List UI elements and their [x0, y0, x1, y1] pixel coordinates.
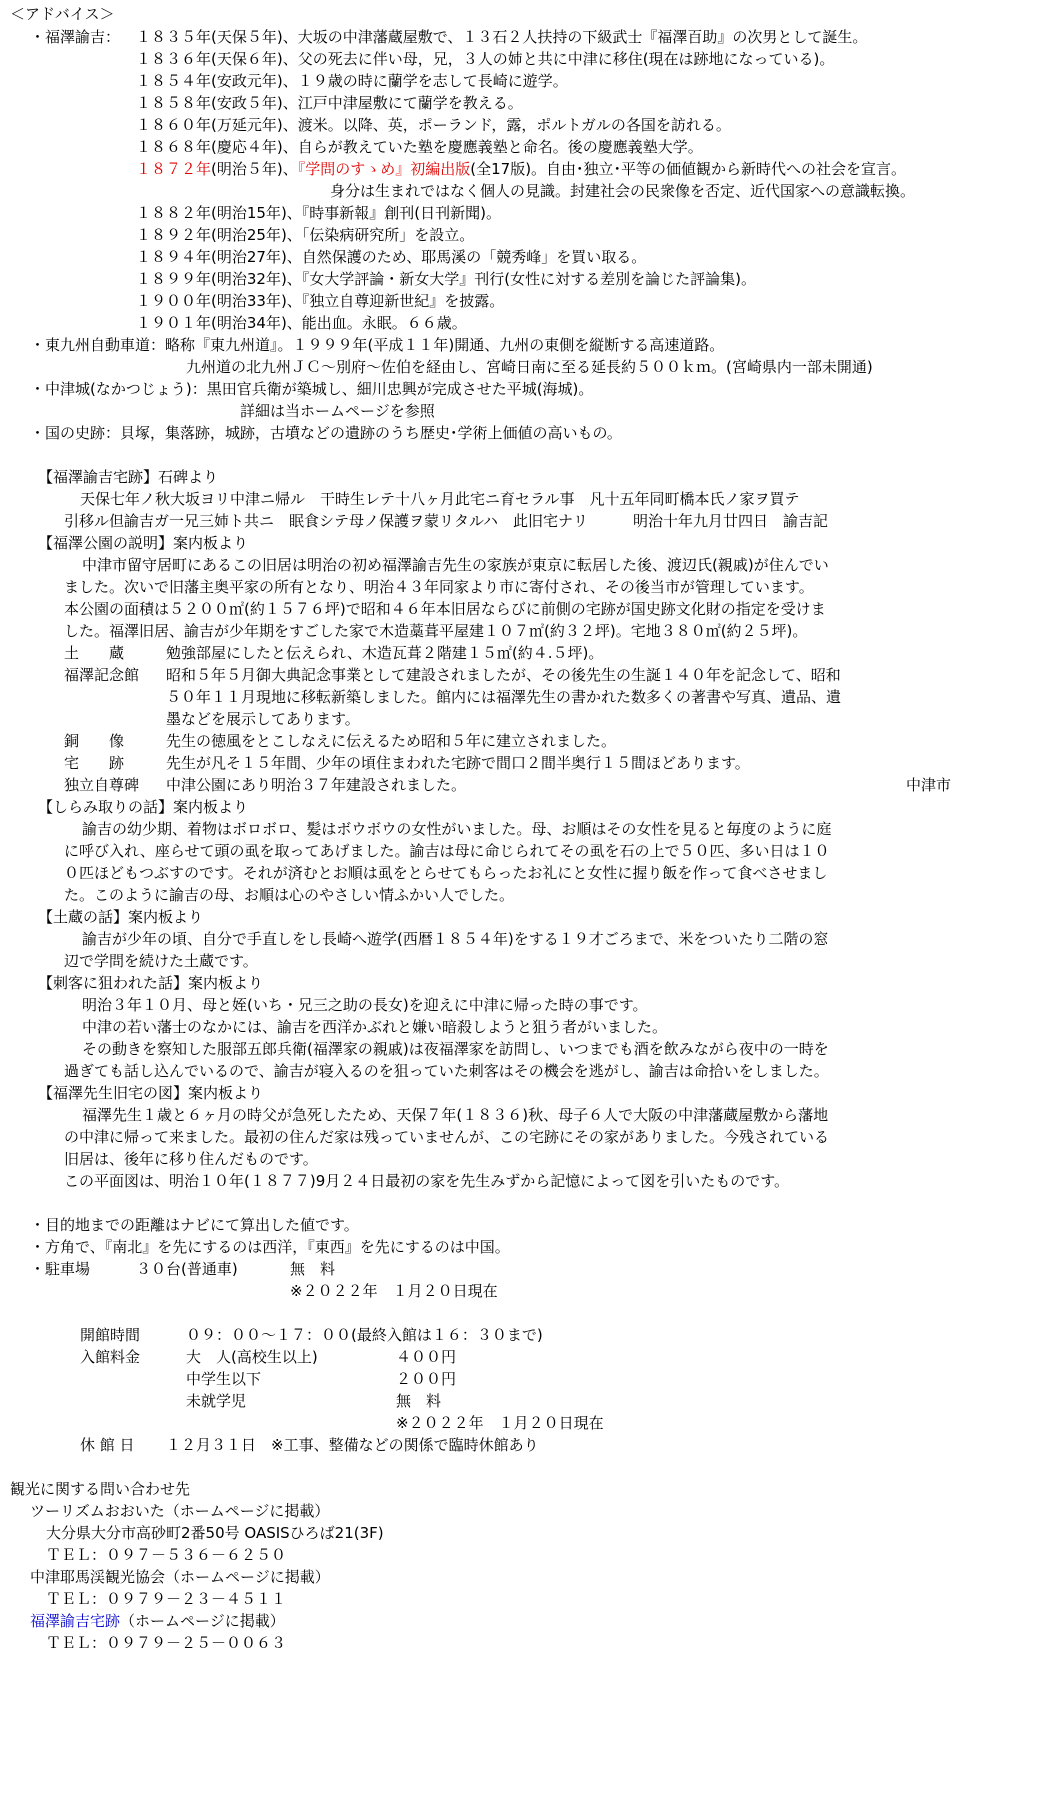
- timeline-1854: １８５４年(安政元年)、１９歳の時に蘭学を志して長崎に遊学。: [136, 72, 568, 90]
- closed-label: 休 館 日: [80, 1436, 135, 1454]
- timeline-1872-continuation: 身分は生まれではなく個人の見識。封建社会の民衆像を否定、近代国家への意識転換。: [330, 182, 916, 200]
- fee-label: 入館料金: [80, 1348, 141, 1366]
- assassin-line-1: 明治３年１０月、母と姪(いち・兄三之助の長女)を迎えに中津に帰った時の事です。: [82, 996, 648, 1014]
- timeline-1872: [136, 158, 906, 180]
- park-item-text-memorial-hall-3: 墨などを展示してあります。: [166, 710, 360, 728]
- timeline-1882: １８８２年(明治15年)、『時事新報』創刊(日刊新聞)。: [136, 204, 501, 222]
- timeline-1835: １８３５年(天保５年)、大坂の中津藩蔵屋敷で、１３石２人扶持の下級武士『福澤百助』の次男として誕生。: [136, 28, 868, 46]
- note-direction: ・方角で、『南北』を先にするのは西洋，『東西』を先にするのは中国。: [30, 1238, 510, 1256]
- timeline-1901: １９０１年(明治34年)、能出血。永眠。６６歳。: [136, 314, 467, 332]
- oldhouse-line-4: この平面図は、明治１０年(１８７７)9月２４日最初の家を先生みずから記憶によって図を引いたものです。: [64, 1172, 790, 1190]
- gakumon-rest: (全17版)。自由･独立･平等の価値観から新時代への社会を宣言。: [470, 160, 907, 178]
- timeline-1899: １８９９年(明治32年)、『女大学評論・新女大学』刊行(女性に対する差別を論じた評論集)。: [136, 270, 756, 288]
- open-hours-value: ０９：００～１７：００(最終入館は１６：３０まで): [186, 1326, 543, 1344]
- lice-line-3: ０匹ほどもつぶすのです。それが済むとお順は虱をとらせてもらったお礼にと女性に握り飯を作って食べさせまし: [64, 864, 828, 882]
- assassin-line-3: その動きを察知した服部五郎兵衛(福澤家の親戚)は夜福澤家を訪問し、いつまでも酒を飲みながら夜中の一時を: [82, 1040, 829, 1058]
- timeline-1900: １９００年(明治33年)、『独立自尊迎新世紀』を披露。: [136, 292, 505, 310]
- timeline-1860: １８６０年(万延元年)、渡米。以降、英，ポーランド，露，ポルトガルの各国を訪れる。: [136, 116, 731, 134]
- parking-date: ※２０２２年 １月２０日現在: [290, 1282, 498, 1300]
- lice-line-2: に呼び入れ、座らせて頭の虱を取ってあげました。諭吉は母に命じられてその虱を石の上で５０匹、多い日は１０: [64, 842, 830, 860]
- timeline-1836: １８３６年(天保６年)、父の死去に伴い母，兄，３人の姉と共に中津に移住(現在は跡地になっている)。: [136, 50, 835, 68]
- stone-line-1: 天保七年ノ秋大坂ヨリ中津ニ帰ル 干時生レテ十八ヶ月此宅ニ育セラル事 凡十五年同町橋本氏ノ家ヲ買テ: [80, 490, 800, 508]
- fee-junior-name: 中学生以下: [186, 1370, 262, 1388]
- tourism-oita-tel: ＴＥＬ：０９７－５３６－６２５０: [46, 1546, 287, 1564]
- fee-preschool-price: 無 料: [396, 1392, 442, 1410]
- oldhouse-line-2: の中津に帰って来ました。最初の住んだ家は残っていませんが、この宅跡にその家がありました。今残されている: [64, 1128, 830, 1146]
- park-item-text-memorial-hall-1: 昭和５年５月御大典記念事業として建設されましたが、その後先生の生誕１４０年を記念して、昭和: [166, 666, 841, 684]
- tourism-oita-name: ツーリズムおおいた（ホームページに掲載）: [30, 1502, 330, 1520]
- fukuzawa-site-tel: ＴＥＬ：０９７９－２５－００６３: [46, 1634, 287, 1652]
- park-item-text-monument: 中津公園にあり明治３７年建設されました。: [166, 776, 467, 794]
- lice-line-4: た。このように諭吉の母、お順は心のやさしい情ふかい人でした。: [64, 886, 515, 904]
- contacts-heading: 観光に関する問い合わせ先: [10, 1480, 191, 1498]
- era-1872: (明治５年)、: [211, 160, 298, 178]
- year-1872: １８７２年: [136, 160, 212, 178]
- fee-preschool-name: 未就学児: [186, 1392, 247, 1410]
- timeline-1892: １８９２年(明治25年)、「伝染病研究所」を設立。: [136, 226, 475, 244]
- historic-site-note: ・国の史跡：貝塚，集落跡，城跡，古墳などの遺跡のうち歴史･学術上価値の高いもの。: [30, 424, 622, 442]
- park-item-text-house-site: 先生が凡そ１５年間、少年の頃住まわれた宅跡で間口２間半奥行１５間ほどあります。: [166, 754, 750, 772]
- nakatsu-yabakei-name: 中津耶馬渓観光協会（ホームページに掲載）: [30, 1568, 330, 1586]
- assassin-title: 【刺客に狙われた話】案内板より: [38, 974, 264, 992]
- oldhouse-title: 【福澤先生旧宅の図】案内板より: [38, 1084, 264, 1102]
- storehouse-title: 【土蔵の話】案内板より: [38, 908, 204, 926]
- fukuzawa-label: ・福澤諭吉：: [30, 28, 121, 46]
- storehouse-line-1: 諭吉が少年の頃、自分で手直しをし長崎へ遊学(西暦１８５４年)をする１９才ごろまで、米をついたり二階の窓: [82, 930, 829, 948]
- fee-adult-name: 大 人(高校生以上): [186, 1348, 318, 1366]
- assassin-line-2: 中津の若い藩士のなかには、諭吉を西洋かぶれと嫌い暗殺しようと狙う者がいました。: [82, 1018, 668, 1036]
- open-hours-label: 開館時間: [80, 1326, 141, 1344]
- park-item-label-house-site: 宅 跡: [64, 754, 125, 772]
- park-line-3: 本公園の面積は５２００㎡(約１５７６坪)で昭和４６年本旧居ならびに前側の宅跡が国史跡文化財の指定を受けま: [64, 600, 826, 618]
- note-distance: ・目的地までの距離はナビにて算出した値です。: [30, 1216, 359, 1234]
- fee-date: ※２０２２年 １月２０日現在: [396, 1414, 604, 1432]
- tourism-oita-address: 大分県大分市高砂町2番50号 OASISひろば21(3F): [46, 1524, 384, 1542]
- oldhouse-line-3: 旧居は、後年に移り住んだものです。: [64, 1150, 318, 1168]
- park-item-text-statue: 先生の徳風をとこしなえに伝えるため昭和５年に建立されました。: [166, 732, 617, 750]
- park-item-label-monument: 独立自尊碑: [64, 776, 140, 794]
- oldhouse-line-1: 福澤先生１歳と６ヶ月の時父が急死したため、天保７年(１８３６)秋、母子６人で大阪の中津藩蔵屋敷から藩地: [82, 1106, 829, 1124]
- park-item-label-storehouse: 土 蔵: [64, 644, 125, 662]
- parking-label: ・駐車場: [30, 1260, 91, 1278]
- closed-value: １２月３１日 ※工事、整備などの関係で臨時休館あり: [166, 1436, 539, 1454]
- park-signature: 中津市: [906, 776, 952, 794]
- nakatsu-yabakei-tel: ＴＥＬ：０９７９－２３－４５１１: [46, 1590, 287, 1608]
- advice-heading: ＜アドバイス＞: [10, 5, 115, 23]
- stone-line-2: 引移ル但諭吉ガ一兄三姉ト共ニ 眠食シテ母ノ保護ヲ蒙リタルハ 此旧宅ナリ 明治十年九月廿四日 諭吉記: [64, 512, 828, 530]
- fukuzawa-site-contact: [30, 1610, 285, 1632]
- fee-adult-price: ４００円: [396, 1348, 457, 1366]
- stone-title: 【福澤諭吉宅跡】石碑より: [38, 468, 219, 486]
- park-line-4: した。福澤旧居、諭吉が少年期をすごした家で木造藁葺平屋建１０７㎡(約３２坪)。宅地３８０㎡(約２５坪)。: [64, 622, 808, 640]
- assassin-line-4: 過ぎても話し込んでいるので、諭吉が寝入るのを狙っていた刺客はその機会を逃がし、諭吉は命拾いをしました。: [64, 1062, 829, 1080]
- expressway-line-2: 九州道の北九州ＪＣ～別府～佐伯を経由し、宮崎日南に至る延長約５００ｋｍ。(宮崎県内一部未開通): [186, 358, 873, 376]
- gakumon-title: 『学問のすゝめ』初編出版: [297, 160, 471, 178]
- timeline-1894: １８９４年(明治27年)、自然保護のため、耶馬溪の「競秀峰」を買い取る。: [136, 248, 647, 266]
- fukuzawa-site-note: （ホームページに掲載）: [120, 1612, 285, 1630]
- storehouse-line-2: 辺で学問を続けた土蔵です。: [64, 952, 258, 970]
- park-line-1: 中津市留守居町にあるこの旧居は明治の初め福澤諭吉先生の家族が東京に転居した後、渡辺氏(親戚)が住んでい: [82, 556, 829, 574]
- park-item-text-memorial-hall-2: ５０年１１月現地に移転新築しました。館内には福澤先生の書かれた数多くの著書や写真、遺品、遺: [166, 688, 842, 706]
- fukuzawa-site-link[interactable]: 福澤諭吉宅跡: [30, 1612, 121, 1630]
- park-item-label-memorial-hall: 福澤記念館: [64, 666, 140, 684]
- parking-fee: 無 料: [290, 1260, 336, 1278]
- lice-title: 【しらみ取りの話】案内板より: [38, 798, 249, 816]
- park-item-text-storehouse: 勉強部屋にしたと伝えられ、木造瓦葺２階建１５㎡(約４.５坪)。: [166, 644, 604, 662]
- nakatsu-castle-line-2: 詳細は当ホームページを参照: [240, 402, 435, 420]
- expressway-line-1: ・東九州自動車道：略称『東九州道』。１９９９年(平成１１年)開通、九州の東側を縦断する高速道路。: [30, 336, 725, 354]
- park-line-2: ました。次いで旧藩主奥平家の所有となり、明治４３年同家より市に寄付され、その後当市が管理しています。: [64, 578, 814, 596]
- parking-count: ３０台(普通車): [136, 1260, 238, 1278]
- nakatsu-castle-line-1: ・中津城(なかつじょう)：黒田官兵衛が築城し、細川忠興が完成させた平城(海城)。: [30, 380, 594, 398]
- timeline-1868: １８６８年(慶応４年)、自らが教えていた塾を慶應義塾と命名。後の慶應義塾大学。: [136, 138, 703, 156]
- fee-junior-price: ２００円: [396, 1370, 457, 1388]
- park-item-label-statue: 銅 像: [64, 732, 125, 750]
- park-title: 【福澤公園の説明】案内板より: [38, 534, 249, 552]
- timeline-1858: １８５８年(安政５年)、江戸中津屋敷にて蘭学を教える。: [136, 94, 523, 112]
- lice-line-1: 諭吉の幼少期、着物はボロボロ、髪はボウボウの女性がいました。母、お順はその女性を見ると毎度のように庭: [82, 820, 832, 838]
